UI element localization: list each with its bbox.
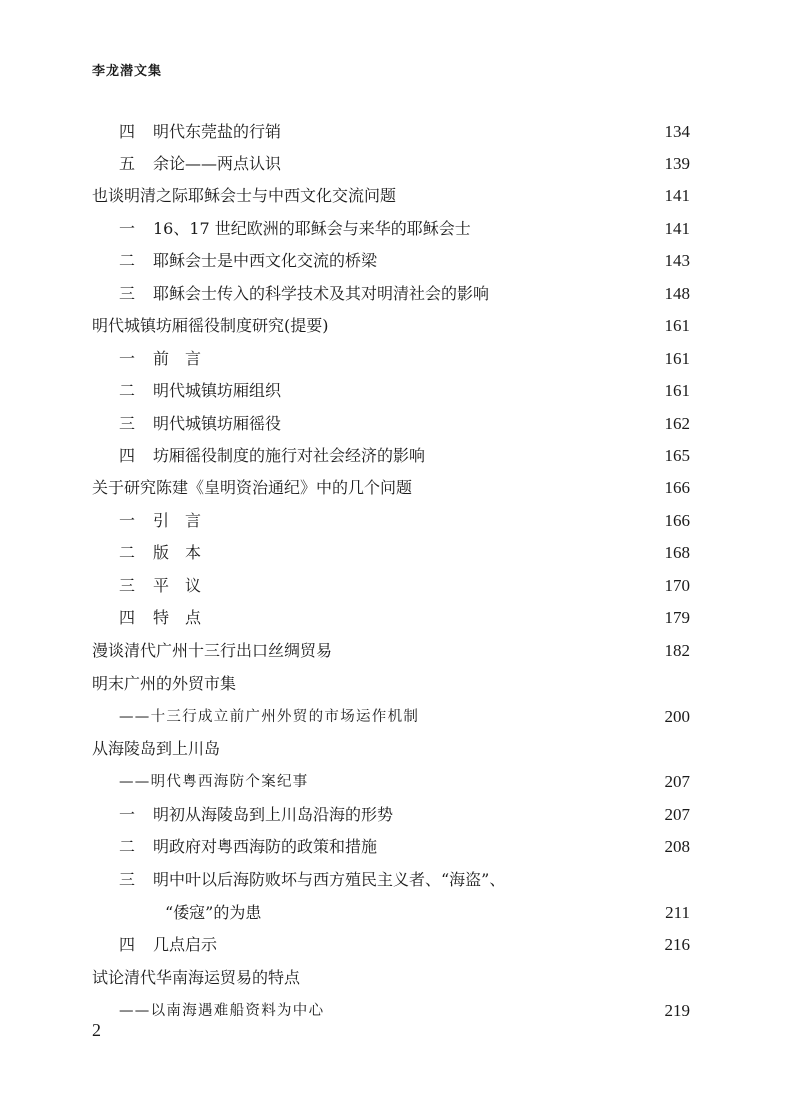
toc-entry bbox=[0, 344, 800, 374]
toc-entry bbox=[0, 441, 800, 471]
toc-article bbox=[0, 473, 800, 503]
toc-entry-number: 四 bbox=[119, 608, 136, 627]
toc-entry-page: 139 bbox=[664, 154, 690, 173]
toc-entry bbox=[0, 246, 800, 276]
toc-entry-number: 二 bbox=[119, 251, 136, 270]
toc-entry-title: 引 言 bbox=[153, 511, 202, 530]
toc-entry-page: 166 bbox=[664, 478, 690, 497]
toc-entry-title: 平 议 bbox=[153, 576, 202, 595]
toc-entry-continuation bbox=[0, 898, 800, 928]
toc-article bbox=[0, 181, 800, 211]
toc-article-title: 从海陵岛到上川岛 bbox=[92, 739, 221, 758]
toc-entry-title: 明初从海陵岛到上川岛沿海的形势 bbox=[153, 805, 394, 824]
toc-entry-number: 二 bbox=[119, 837, 136, 856]
page-number: 2 bbox=[92, 1020, 101, 1040]
toc-subtitle bbox=[0, 996, 800, 1026]
running-header: 李龙潜文集 bbox=[92, 64, 163, 79]
toc-entry-page: 141 bbox=[664, 219, 690, 238]
toc-entry-page: 148 bbox=[664, 284, 690, 303]
toc-article-title: 明末广州的外贸市集 bbox=[92, 674, 237, 693]
toc-entry-title: 前 言 bbox=[153, 349, 202, 368]
toc-entry-page: 200 bbox=[664, 707, 690, 726]
toc-entry-page: 182 bbox=[664, 641, 690, 660]
toc-entry-page: 179 bbox=[664, 608, 690, 627]
toc-entry bbox=[0, 117, 800, 147]
toc-entry-title: 特 点 bbox=[153, 608, 202, 627]
toc-article-title: 明代城镇坊厢徭役制度研究(提要) bbox=[92, 316, 329, 335]
toc-entry-number: 三 bbox=[119, 414, 136, 433]
toc-entry-number: 三 bbox=[119, 576, 136, 595]
toc-entry-title: 余论——两点认识 bbox=[153, 154, 282, 173]
toc-entry-number: 二 bbox=[119, 543, 136, 562]
toc-entry-number: 一 bbox=[119, 805, 136, 824]
toc-entry-title: 16、17 世纪欧洲的耶稣会与来华的耶稣会士 bbox=[153, 219, 471, 238]
toc-entry-page: 211 bbox=[665, 903, 690, 922]
toc-entry bbox=[0, 214, 800, 244]
toc-entry-page: 166 bbox=[664, 511, 690, 530]
toc-entry bbox=[0, 409, 800, 439]
toc-entry-number: 二 bbox=[119, 381, 136, 400]
toc-article bbox=[0, 311, 800, 341]
toc-entry bbox=[0, 930, 800, 960]
toc-entry-number: 四 bbox=[119, 935, 136, 954]
toc-entry bbox=[0, 538, 800, 568]
toc-entry-number: 三 bbox=[119, 284, 136, 303]
toc-entry-number: 一 bbox=[119, 349, 136, 368]
toc-entry-number: 四 bbox=[119, 122, 136, 141]
toc-entry-title-continued: “倭寇”的为患 bbox=[165, 903, 262, 922]
toc-article-title: 漫谈清代广州十三行出口丝绸贸易 bbox=[92, 641, 333, 660]
toc-entry bbox=[0, 832, 800, 862]
toc-entry-number: 一 bbox=[119, 511, 136, 530]
toc-entry-page: 168 bbox=[664, 543, 690, 562]
toc-entry bbox=[0, 603, 800, 633]
toc-entry-number: 五 bbox=[119, 154, 136, 173]
toc-entry-title: 明代城镇坊厢组织 bbox=[153, 381, 282, 400]
toc-entry-page: 208 bbox=[664, 837, 690, 856]
toc-entry-title: 耶稣会士传入的科学技术及其对明清社会的影响 bbox=[153, 284, 490, 303]
toc-article bbox=[0, 734, 800, 764]
toc-article bbox=[0, 963, 800, 993]
toc-subtitle-text: ——明代粤西海防个案纪事 bbox=[119, 774, 309, 790]
toc-entry-page: 161 bbox=[664, 381, 690, 400]
toc-entry-page: 141 bbox=[664, 186, 690, 205]
toc-entry-page: 207 bbox=[664, 805, 690, 824]
toc-entry bbox=[0, 506, 800, 536]
toc-entry-title: 坊厢徭役制度的施行对社会经济的影响 bbox=[153, 446, 426, 465]
toc-article-title: 试论清代华南海运贸易的特点 bbox=[92, 968, 301, 987]
toc-article bbox=[0, 636, 800, 666]
toc-entry-number: 一 bbox=[119, 219, 136, 238]
toc-entry-page: 219 bbox=[664, 1001, 690, 1020]
toc-article-title: 也谈明清之际耶稣会士与中西文化交流问题 bbox=[92, 186, 397, 205]
toc-entry-page: 161 bbox=[664, 316, 690, 335]
toc-entry-title: 明代城镇坊厢徭役 bbox=[153, 414, 282, 433]
toc-entry-number: 三 bbox=[119, 870, 136, 889]
toc-entry-title: 几点启示 bbox=[153, 935, 218, 954]
toc-article-title: 关于研究陈建《皇明资治通纪》中的几个问题 bbox=[92, 478, 413, 497]
toc-subtitle bbox=[0, 702, 800, 732]
toc-entry-page: 162 bbox=[664, 414, 690, 433]
toc-entry bbox=[0, 376, 800, 406]
toc-entry-page: 216 bbox=[664, 935, 690, 954]
toc-entry bbox=[0, 279, 800, 309]
toc-entry bbox=[0, 571, 800, 601]
toc-entry-page: 161 bbox=[664, 349, 690, 368]
toc-subtitle bbox=[0, 767, 800, 797]
toc-subtitle-text: ——以南海遇难船资料为中心 bbox=[119, 1003, 325, 1019]
toc-entry-title: 明中叶以后海防败坏与西方殖民主义者、“海盗”、 bbox=[153, 870, 506, 889]
toc-article bbox=[0, 669, 800, 699]
toc-entry bbox=[0, 865, 800, 895]
toc-entry-title: 明代东莞盐的行销 bbox=[153, 122, 282, 141]
toc-entry-page: 134 bbox=[664, 122, 690, 141]
toc-entry-page: 143 bbox=[664, 251, 690, 270]
toc-entry bbox=[0, 800, 800, 830]
toc-entry-page: 170 bbox=[664, 576, 690, 595]
toc-entry-title: 明政府对粤西海防的政策和措施 bbox=[153, 837, 378, 856]
toc-subtitle-text: ——十三行成立前广州外贸的市场运作机制 bbox=[119, 709, 420, 725]
toc-entry-page: 165 bbox=[664, 446, 690, 465]
toc-entry-number: 四 bbox=[119, 446, 136, 465]
toc-entry-title: 耶稣会士是中西文化交流的桥梁 bbox=[153, 251, 378, 270]
toc-entry-page: 207 bbox=[664, 772, 690, 791]
toc-entry-title: 版 本 bbox=[153, 543, 202, 562]
toc-entry bbox=[0, 149, 800, 179]
